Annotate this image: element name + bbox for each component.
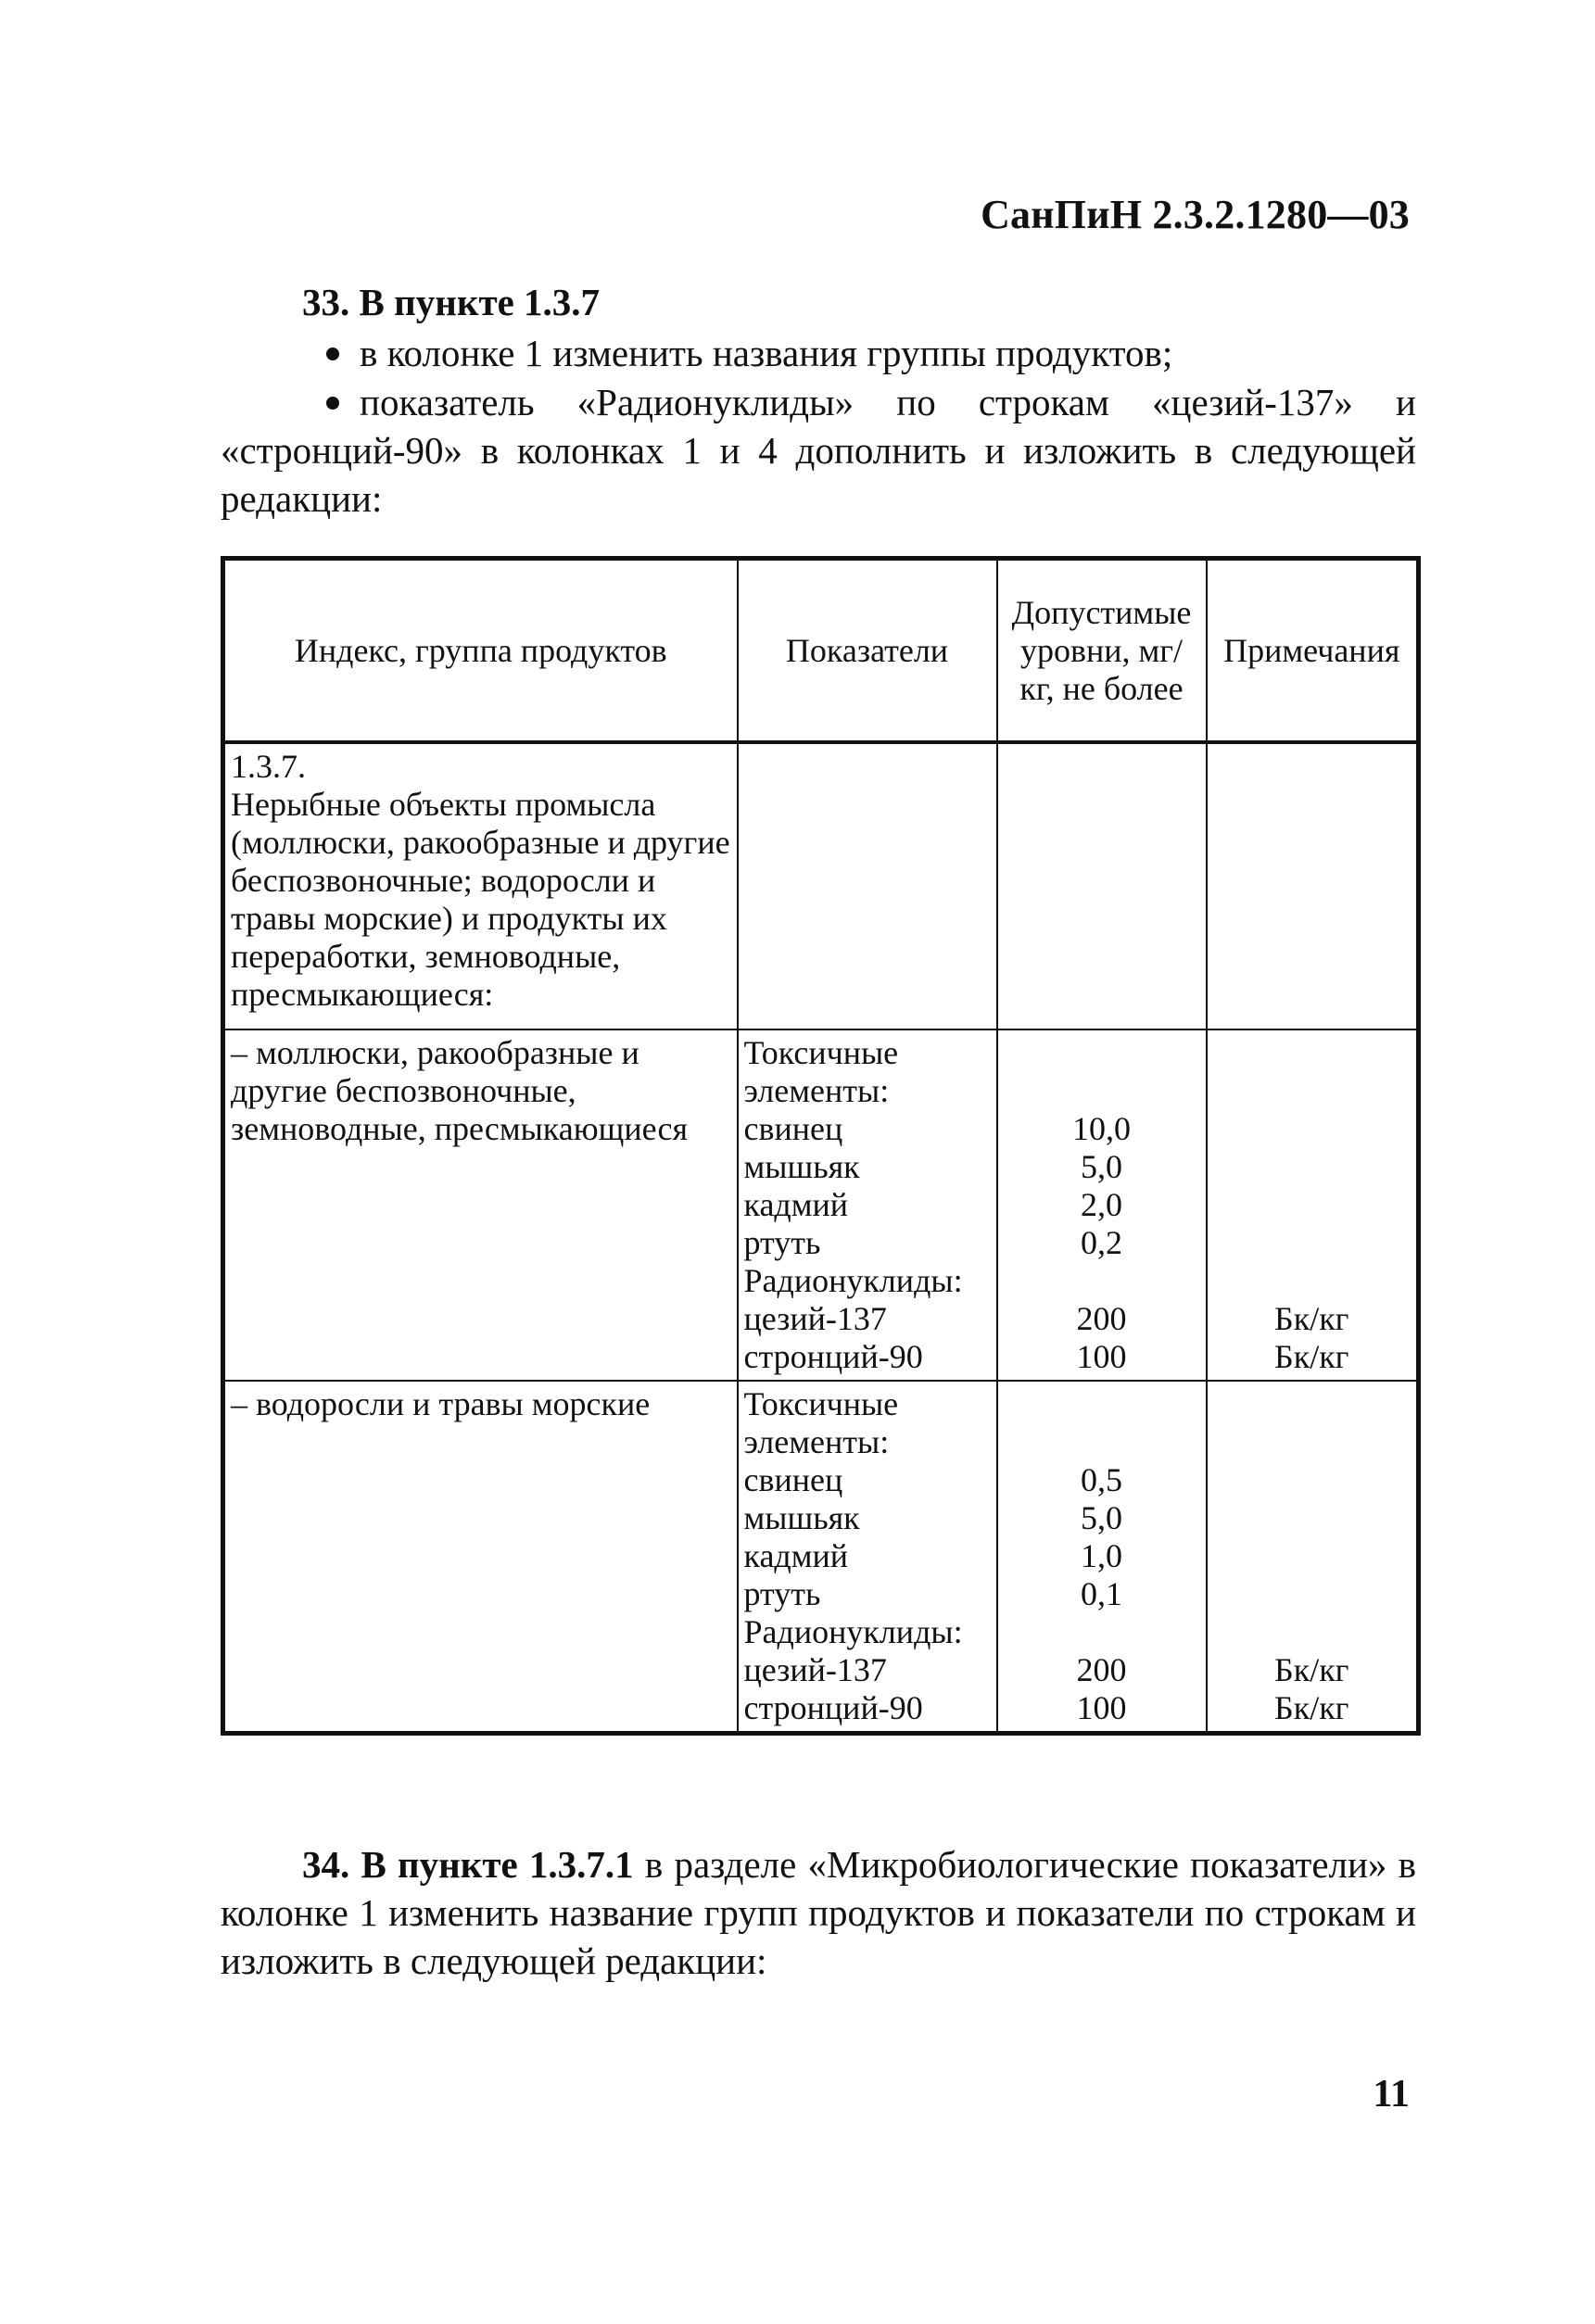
values-cell	[997, 1381, 1207, 1734]
note: Бк/кг	[1274, 1689, 1349, 1726]
indicators-cell	[738, 1029, 997, 1381]
value: 200	[1076, 1651, 1127, 1688]
note: Бк/кг	[1274, 1338, 1349, 1375]
indicators-cell	[738, 1381, 997, 1734]
section-33-title: 33. В пункте 1.3.7	[302, 281, 601, 323]
value: 5,0	[1081, 1499, 1122, 1536]
table-row	[223, 1029, 1419, 1381]
table-row	[223, 742, 1419, 1029]
bullet-icon	[326, 397, 339, 410]
values-cell	[997, 1029, 1207, 1381]
value: 200	[1076, 1300, 1127, 1337]
radionuclides-label: Радионуклиды:	[743, 1613, 963, 1650]
norms-table	[221, 556, 1421, 1736]
section-34-text: в разделе «Микробиологические показатели» в колонке 1 изменить название групп продуктов и показатели по строкам и изложить в следующей редакции:	[221, 1843, 1416, 1982]
value: 0,5	[1081, 1461, 1122, 1498]
value: 5,0	[1081, 1148, 1122, 1185]
value: 2,0	[1081, 1186, 1122, 1223]
value: 100	[1076, 1338, 1127, 1375]
notes-cell	[1207, 1381, 1419, 1734]
indicator-name: ртуть	[743, 1575, 821, 1612]
notes-cell	[1207, 1029, 1419, 1381]
indicator-name: свинец	[743, 1461, 843, 1498]
bullet-2-text: показатель «Радионуклиды» по строкам «цезий-137» и «стронций-90» в колонках 1 и 4 дополнить и изложить в следующей редакции:	[221, 381, 1416, 520]
radionuclides-label: Радионуклиды:	[743, 1262, 963, 1299]
table-row	[223, 1381, 1419, 1734]
table-header-row	[223, 559, 1419, 743]
indicator-name: стронций-90	[743, 1338, 923, 1375]
section-34-paragraph	[221, 1840, 1416, 1985]
indicator-name: кадмий	[743, 1537, 849, 1574]
subgroup-cell: – водоросли и травы морские	[223, 1381, 738, 1734]
indicator-name: стронций-90	[743, 1689, 923, 1726]
group-name: Нерыбные объекты промысла (моллюски, ракообразные и другие беспозвоночные; водоросли и травы морские) и продукты их переработки, земноводные, пресмыкающиеся:	[231, 786, 730, 1013]
group-index: 1.3.7.	[231, 748, 306, 785]
header-permissible-levels: Допустимые уровни, мг/кг, не более	[997, 559, 1207, 743]
note: Бк/кг	[1274, 1300, 1349, 1337]
indicator-name: кадмий	[743, 1186, 849, 1223]
header-index-group: Индекс, группа продуктов	[223, 559, 738, 743]
value: 0,2	[1081, 1224, 1122, 1261]
indicator-name: мышьяк	[743, 1499, 860, 1536]
indicator-name: мышьяк	[743, 1148, 860, 1185]
indicator-name: цезий-137	[743, 1651, 887, 1688]
subgroup-cell: – моллюски, ракообразные и другие беспозвоночные, земноводные, пресмыкающиеся	[223, 1029, 738, 1381]
bullet-1-text: в колонке 1 изменить названия группы продуктов;	[360, 332, 1173, 374]
note: Бк/кг	[1274, 1651, 1349, 1688]
page-number: 11	[1373, 2073, 1410, 2116]
section-34-lead: 34. В пункте 1.3.7.1	[302, 1843, 634, 1886]
value: 0,1	[1081, 1575, 1122, 1612]
indicator-name: ртуть	[743, 1224, 821, 1261]
indicator-name: цезий-137	[743, 1300, 887, 1337]
bullet-icon	[326, 347, 339, 360]
value: 1,0	[1081, 1537, 1122, 1574]
document-code-header: СанПиН 2.3.2.1280—03	[981, 192, 1410, 237]
header-notes: Примечания	[1207, 559, 1419, 743]
section-33-bullet-2	[221, 378, 1416, 523]
toxic-elements-label: Токсичные элементы:	[743, 1385, 899, 1460]
value: 10,0	[1072, 1110, 1131, 1147]
group-cell	[223, 742, 738, 1029]
indicator-name: свинец	[743, 1110, 843, 1147]
value: 100	[1076, 1689, 1127, 1726]
header-indicators: Показатели	[738, 559, 997, 743]
section-33-bullet-1	[326, 329, 1172, 377]
toxic-elements-label: Токсичные элементы:	[743, 1034, 899, 1109]
